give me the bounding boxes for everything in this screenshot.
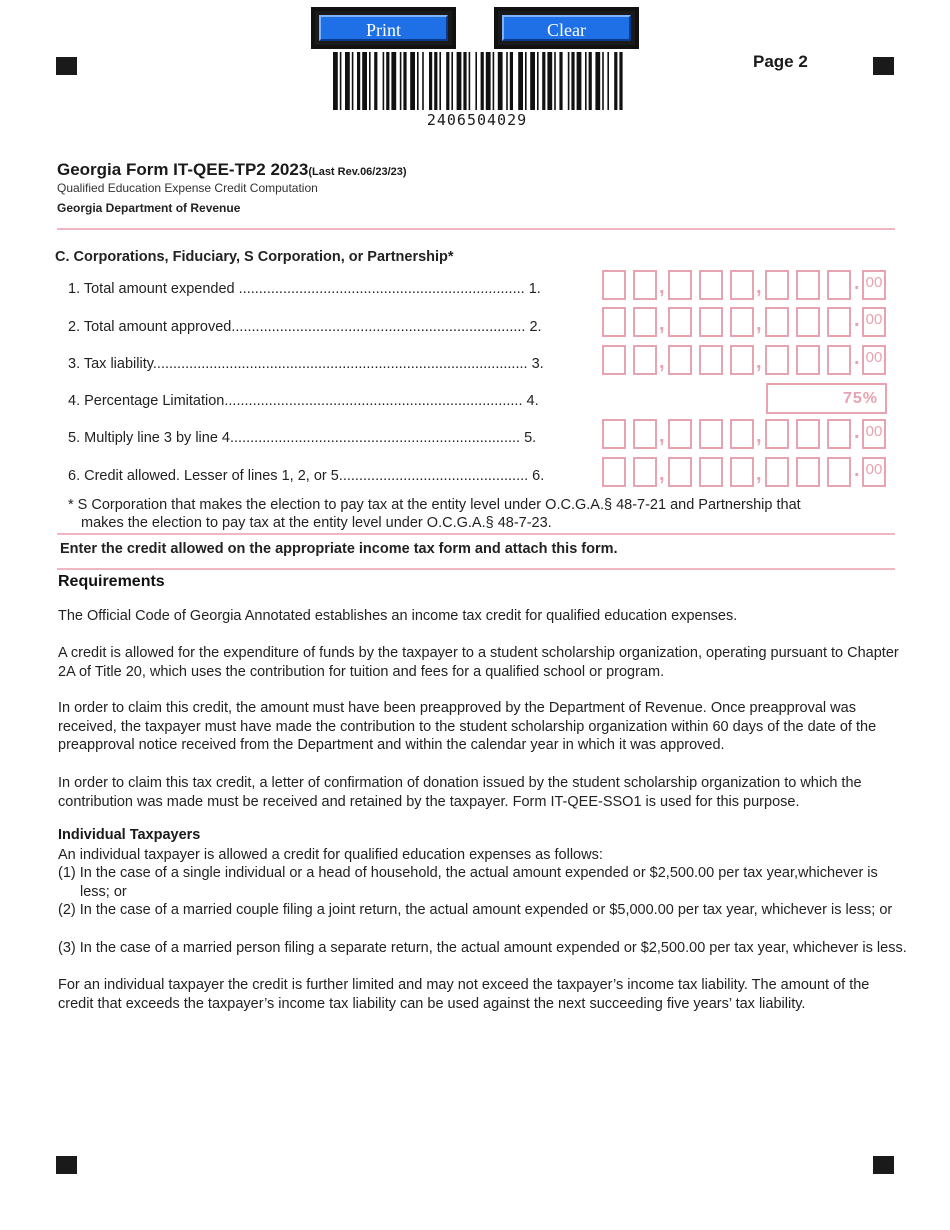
digit-box[interactable] bbox=[827, 270, 851, 300]
digit-box[interactable] bbox=[765, 307, 789, 337]
barcode-bar bbox=[422, 52, 424, 110]
barcode-bar bbox=[493, 52, 495, 110]
digit-box[interactable] bbox=[668, 307, 692, 337]
digit-box[interactable] bbox=[796, 457, 820, 487]
requirements-paragraph: The Official Code of Georgia Annotated establishes an income tax credit for qualified education expenses. bbox=[58, 608, 738, 624]
footnote-line-1: * S Corporation that makes the election to pay tax at the entity level under O.C.G.A.§ 48-7-21 and Partnership that bbox=[68, 497, 801, 513]
cents-field: 00 bbox=[862, 345, 886, 375]
requirements-paragraph: In order to claim this tax credit, a letter of confirmation of donation issued by the student scholarship organization to which the contribution was made must be received and retained by the taxpayer. Form IT-QEE-SSO1 is used for this purpose. bbox=[58, 775, 862, 810]
digit-box[interactable] bbox=[668, 419, 692, 449]
print-button-frame bbox=[311, 7, 456, 49]
barcode-bar bbox=[429, 52, 432, 110]
line-2-label: 2. Total amount approved......................................................................... 2. bbox=[68, 319, 542, 335]
digit-box[interactable] bbox=[699, 345, 723, 375]
barcode-bar bbox=[417, 52, 419, 110]
barcode-bar bbox=[386, 52, 389, 110]
line-5-label: 5. Multiply line 3 by line 4........................................................................ 5. bbox=[68, 430, 537, 446]
thousands-separator: , bbox=[756, 313, 762, 335]
digit-box[interactable] bbox=[796, 419, 820, 449]
thousands-separator: , bbox=[756, 276, 762, 298]
divider bbox=[57, 533, 895, 535]
registration-mark-bottom-right bbox=[873, 1156, 894, 1174]
registration-mark-bottom-left bbox=[56, 1156, 77, 1174]
barcode bbox=[331, 52, 623, 110]
barcode-bar bbox=[391, 52, 396, 110]
digit-box[interactable] bbox=[602, 270, 626, 300]
digit-box[interactable] bbox=[668, 270, 692, 300]
barcode-bar bbox=[439, 52, 441, 110]
barcode-bar bbox=[481, 52, 484, 110]
barcode-bar bbox=[602, 52, 604, 110]
divider bbox=[57, 228, 895, 230]
thousands-separator: , bbox=[756, 463, 762, 485]
requirements-paragraph: A credit is allowed for the expenditure of funds by the taxpayer to a student scholarship organization, operating pursuant to Chapter 2A of Title 20, which uses the contribution for tuition and fees for a qualified school or program. bbox=[58, 645, 899, 680]
thousands-separator: , bbox=[659, 463, 665, 485]
barcode-bar bbox=[463, 52, 466, 110]
barcode-bar bbox=[554, 52, 556, 110]
digit-box[interactable] bbox=[730, 270, 754, 300]
form-revision: (Last Rev.06/23/23) bbox=[308, 166, 407, 178]
barcode-bar bbox=[410, 52, 415, 110]
requirements-paragraph: In order to claim this credit, the amount must have been preapproved by the Department of Revenue. Once preapproval was received, the taxpayer must have made the contribution to the student scholarship organization within 60 days of the date of the preapproval notice received from the Department and within the calendar year in which it was approved. bbox=[58, 700, 877, 753]
digit-box[interactable] bbox=[730, 457, 754, 487]
decimal-point: . bbox=[854, 272, 860, 294]
digit-box[interactable] bbox=[730, 345, 754, 375]
department-name: Georgia Department of Revenue bbox=[57, 201, 241, 215]
decimal-point: . bbox=[854, 421, 860, 443]
barcode-bar bbox=[469, 52, 471, 110]
instruction-text: Enter the credit allowed on the appropriate income tax form and attach this form. bbox=[60, 541, 618, 557]
cents-field: 00 bbox=[862, 307, 886, 337]
barcode-bar bbox=[333, 52, 338, 110]
barcode-bar bbox=[451, 52, 453, 110]
barcode-bar bbox=[547, 52, 552, 110]
digit-box[interactable] bbox=[730, 419, 754, 449]
thousands-separator: , bbox=[756, 351, 762, 373]
thousands-separator: , bbox=[659, 276, 665, 298]
barcode-bar bbox=[571, 52, 574, 110]
barcode-bar bbox=[585, 52, 587, 110]
digit-box[interactable] bbox=[668, 457, 692, 487]
cents-field: 00 bbox=[862, 457, 886, 487]
cents-field: 00 bbox=[862, 419, 886, 449]
barcode-bar bbox=[352, 52, 354, 110]
barcode-number: 2406504029 bbox=[426, 111, 528, 129]
digit-box[interactable] bbox=[765, 345, 789, 375]
digit-box[interactable] bbox=[827, 457, 851, 487]
barcode-bar bbox=[619, 52, 622, 110]
list-item: (1) In the case of a single individual or a head of household, the actual amount expended or $2,500.00 per tax year,whichever is less; or bbox=[58, 865, 878, 900]
barcode-bar bbox=[475, 52, 477, 110]
form-title-text: Georgia Form IT-QEE-TP2 2023 bbox=[57, 160, 309, 179]
page-number: Page 2 bbox=[753, 52, 808, 71]
barcode-bar bbox=[357, 52, 360, 110]
barcode-bar bbox=[446, 52, 449, 110]
barcode-bar bbox=[400, 52, 402, 110]
digit-box[interactable] bbox=[633, 457, 657, 487]
barcode-bar bbox=[510, 52, 513, 110]
clear-button[interactable]: Clear bbox=[502, 15, 631, 41]
decimal-point: . bbox=[854, 347, 860, 369]
thousands-separator: , bbox=[659, 425, 665, 447]
individual-intro: An individual taxpayer is allowed a credit for qualified education expenses as follows: bbox=[58, 847, 603, 863]
line-4-label: 4. Percentage Limitation.......................................................................... 4. bbox=[68, 393, 539, 409]
barcode-bar bbox=[498, 52, 503, 110]
line-6-label: 6. Credit allowed. Lesser of lines 1, 2, or 5............................................... 6. bbox=[68, 468, 545, 484]
barcode-bar bbox=[340, 52, 342, 110]
barcode-bar bbox=[374, 52, 377, 110]
registration-mark-top-right bbox=[873, 57, 894, 75]
barcode-bar bbox=[369, 52, 371, 110]
digit-box[interactable] bbox=[827, 419, 851, 449]
barcode-bar bbox=[457, 52, 462, 110]
decimal-point: . bbox=[854, 459, 860, 481]
individual-taxpayers-heading: Individual Taxpayers bbox=[58, 827, 201, 843]
thousands-separator: , bbox=[659, 313, 665, 335]
barcode-bar bbox=[559, 52, 562, 110]
digit-box[interactable] bbox=[668, 345, 692, 375]
digit-box[interactable] bbox=[633, 307, 657, 337]
digit-box[interactable] bbox=[796, 270, 820, 300]
cents-field: 00 bbox=[862, 270, 886, 300]
digit-box[interactable] bbox=[730, 307, 754, 337]
digit-box[interactable] bbox=[796, 307, 820, 337]
digit-box[interactable] bbox=[765, 457, 789, 487]
barcode-bar bbox=[595, 52, 600, 110]
digit-box[interactable] bbox=[699, 419, 723, 449]
digit-box[interactable] bbox=[602, 345, 626, 375]
digit-box[interactable] bbox=[699, 270, 723, 300]
barcode-bar bbox=[403, 52, 406, 110]
digit-box[interactable] bbox=[602, 457, 626, 487]
barcode-bar bbox=[537, 52, 539, 110]
barcode-bar bbox=[486, 52, 491, 110]
digit-box[interactable] bbox=[699, 307, 723, 337]
requirements-heading: Requirements bbox=[58, 573, 165, 590]
barcode-bar bbox=[506, 52, 508, 110]
line-3-label: 3. Tax liability............................................................................................. 3. bbox=[68, 356, 544, 372]
form-subtitle: Qualified Education Expense Credit Computation bbox=[57, 181, 318, 195]
closing-paragraph: For an individual taxpayer the credit is further limited and may not exceed the taxpayer’s income tax liability. The amount of the credit that exceeds the taxpayer’s income tax liability can be used against the next succeeding five years’ tax liability. bbox=[58, 977, 870, 1012]
footnote-line-2: makes the election to pay tax at the entity level under O.C.G.A.§ 48-7-23. bbox=[81, 515, 552, 531]
digit-box[interactable] bbox=[633, 345, 657, 375]
footnote bbox=[68, 496, 898, 532]
digit-box[interactable] bbox=[602, 419, 626, 449]
thousands-separator: , bbox=[659, 351, 665, 373]
digit-box[interactable] bbox=[633, 419, 657, 449]
barcode-bar bbox=[589, 52, 592, 110]
digit-box[interactable] bbox=[827, 307, 851, 337]
digit-box[interactable] bbox=[633, 270, 657, 300]
registration-mark-top-left bbox=[56, 57, 77, 75]
digit-box[interactable] bbox=[765, 419, 789, 449]
clear-button-frame bbox=[494, 7, 639, 49]
barcode-bar bbox=[530, 52, 535, 110]
barcode-bar bbox=[362, 52, 367, 110]
barcode-bar bbox=[577, 52, 582, 110]
list-item: (3) In the case of a married person filing a separate return, the actual amount expended or $2,500.00 per tax year, whichever is less. bbox=[58, 940, 907, 956]
barcode-bar bbox=[345, 52, 350, 110]
line-1-label: 1. Total amount expended ....................................................................... 1. bbox=[68, 281, 541, 297]
digit-box[interactable] bbox=[602, 307, 626, 337]
print-button[interactable]: Print bbox=[319, 15, 448, 41]
barcode-bar bbox=[607, 52, 609, 110]
list-item: (2) In the case of a married couple filing a joint return, the actual amount expended or $5,000.00 per tax year, whichever is less; or bbox=[58, 902, 893, 918]
form-title bbox=[57, 160, 407, 180]
digit-box[interactable] bbox=[699, 457, 723, 487]
barcode-bar bbox=[568, 52, 570, 110]
barcode-bar bbox=[525, 52, 527, 110]
divider bbox=[57, 568, 895, 570]
section-c-heading: C. Corporations, Fiduciary, S Corporation, or Partnership* bbox=[55, 249, 454, 265]
decimal-point: . bbox=[854, 309, 860, 331]
digit-box[interactable] bbox=[796, 345, 820, 375]
barcode-bar bbox=[383, 52, 385, 110]
percentage-limitation-field: 75% bbox=[766, 383, 887, 414]
barcode-bar bbox=[542, 52, 545, 110]
digit-box[interactable] bbox=[765, 270, 789, 300]
thousands-separator: , bbox=[756, 425, 762, 447]
barcode-bar bbox=[434, 52, 437, 110]
barcode-bar bbox=[614, 52, 617, 110]
digit-box[interactable] bbox=[827, 345, 851, 375]
barcode-bar bbox=[518, 52, 523, 110]
